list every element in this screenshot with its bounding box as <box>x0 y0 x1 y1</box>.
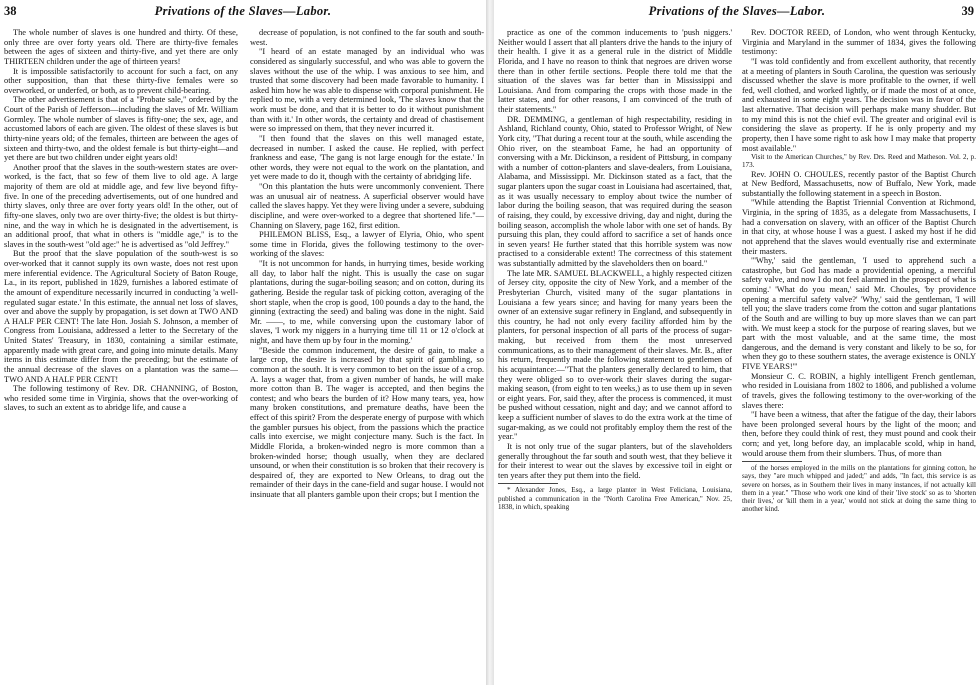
paragraph: Monsieur C. C. ROBIN, a highly intelligent French gentleman, who resided in Louisiana from 1802 to 1806, and published a volume of travels, gives the following testimony to the over-working of the slaves there: <box>742 371 976 410</box>
book-gutter <box>486 0 494 685</box>
footnote-rule <box>742 461 802 462</box>
page-number-left: 38 <box>4 4 17 18</box>
running-title-left: Privations of the Slaves—Labor. <box>154 4 332 18</box>
paragraph: PHILEMON BLISS, Esq., a lawyer of Elyria, Ohio, who spent some time in Florida, gives the following testimony to the over-working of the slaves: <box>250 230 484 259</box>
page-number-right: 39 <box>961 4 974 18</box>
paragraph: "Beside the common inducement, the desire of gain, to make a large crop, the desire is increased by that spirit of gambling, so common at the south. It is very common to bet on the issue of a crop. A. lays a wager that, from a given number of hands, he will make more cotton than B. The wager is accepted, and then begins the contest; and who bears the burden of it? How many tears, yea, how many broken constitutions, and premature deaths, have been the effect of this spirit? From the desperate energy of purpose with which the gambler pursues his object, from the passions which the practice calls into exercise, we might conjecture many. Such is the fact. In Middle Florida, a broken-winded negro is more common than a broken-winded horse; though usually, when they are declared unsound, or when their constitution is so broken that their recovery is despaired of, they are exported to New Orleans, to drag out the remainder of their days in the cane-field and sugar house. I would not insinuate that all planters gamble upon their crops; but I mention the <box>250 345 484 499</box>
paragraph: practice as one of the common inducements to 'push niggers.' Neither would I assert that all planters drive the hands to the injury of their health. I give it as a general rule in the district of Middle Florida, and I have no reason to think that negroes are driven worse there than in other fertile sections. People there told me that the situation of the slaves was far better than in Mississippi and Louisiana. And from comparing the crops with those made in the latter states, and for other reasons, I am convinced of the truth of their statements." <box>498 28 732 114</box>
paragraph: The following testimony of Rev. DR. CHANNING, of Boston, who resided some time in Virginia, shows that the over-working of slaves, to such an extent as to abridge life, and cause a <box>4 384 238 413</box>
paragraph: "I have been a witness, that after the fatigue of the day, their labors have been prolonged several hours by the light of the moon; and then, before they could think of rest, they must pound and cook their corn; and yet, long before day, an implacable scold, whip in hand, would arouse them from their slumbers. Thus, of more than <box>742 410 976 458</box>
paragraph: "I then found that the slaves on this well managed estate, decreased in number. I asked the cause. He replied, with perfect frankness and ease, 'The gang is not large enough for the estate.' In other words, they were not equal to the work on the plantation, and yet were made to do it, though with the certainty of abridging life. <box>250 133 484 182</box>
paragraph: "I heard of an estate managed by an individual who was considered as singularly successful, and who was able to govern the slaves without the use of the whip. I was anxious to see him, and trusted that some discovery had been made favorable to humanity. I asked him how he was able to dispense with corporal punishment. He replied to me, with a very determined look, 'The slaves know that the work must be done, and that it is better to do it without punishment than with it.' In other words, the certainty and dread of chastisement were so impressed on them, that they never incurred it. <box>250 47 484 134</box>
paragraph: "I was told confidently and from excellent authority, that recently at a meeting of planters in South Carolina, the question was seriously discussed whether the slave is more profitable to the owner, if well fed, well clothed, and worked lightly, or if made the most of at once, and exhausted in some eight years. The decision was in favor of the last alternative. That decision will perhaps make many shudder. But to my mind this is not the chief evil. The greater and original evil is considering the slave as property. If he is only property and my property, then I have some right to ask how I may make that property most available." <box>742 56 976 153</box>
left-page-column-1 <box>4 28 238 683</box>
paragraph: The other advertisement is that of a "Probate sale," ordered by the Court of the Parish of Jefferson—including the slaves of Mr. William Gormley. The whole number of slaves is fifty-one; the sex, age, and accustomed labors of each are given. The oldest of these slaves is but thirty-nine years old; of the females, thirteen are between the ages of sixteen and thirty-two, and the oldest female is but thirty-eight—and yet there are but two children under eight years old! <box>4 95 238 163</box>
footnote: * Alexander Jones, Esq., a large planter in West Feliciana, Louisiana, published a communication in the "North Carolina Free American," Nov. 25, 1838, in which, speaking <box>498 486 732 511</box>
paragraph: Another proof that the slaves in the south-western states are over-worked, is the fact, that so few of them live to old age. A large majority of them are old at middle age, and few live beyond fifty-five. In one of the preceding advertisements, out of one hundred and thirty slaves, only three are over forty years old! In the other, out of fifty-one slaves, only two are over thirty-five; the oldest is but thirty-nine, and the way in which he is designated in the advertisement, is an additional proof, that what in others is "middle age," is to the slaves in the south-west "old age:" he is advertised as "old Jeffrey." <box>4 162 238 249</box>
right-page-header <box>498 4 976 22</box>
left-page <box>0 0 486 685</box>
footnote-rule <box>498 483 558 484</box>
paragraph: "It is not uncommon for hands, in hurrying times, beside working all day, to labor half the night. This is usually the case on sugar plantations, during the sugar-boiling season; and on cotton, during its gathering. Beside the regular task of picking cotton, averaging of the short staple, when the crop is good, 100 pounds a day to the hand, the ginning (extracting the seed) and baling was done in the night. Said Mr. ——, to me, while conversing upon the customary labor of slaves, 'I work my niggers in a hurrying time till 11 or 12 o'clock at night, and have them up by four in the morning.' <box>250 259 484 345</box>
paragraph: Rev. JOHN O. CHOULES, recently pastor of the Baptist Church at New Bedford, Massachusetts, now of Buffalo, New York, made substantially the following statement in a speech in Boston. <box>742 169 976 198</box>
paragraph: The whole number of slaves is one hundred and thirty. Of these, only three are over forty years old. There are thirty-five females between the ages of sixteen and thirty-five, and yet there are only THIRTEEN children under the age of thirteen years! <box>4 28 238 66</box>
paragraph: "On this plantation the huts were uncommonly convenient. There was an unusual air of neatness. A superficial observer would have called the slaves happy. Yet they were living under a severe, subduing discipline, and were over-worked to a degree that shortened life."—Channing on Slavery, page 162, first edition. <box>250 182 484 230</box>
running-title-right: Privations of the Slaves—Labor. <box>648 4 826 18</box>
paragraph: It is not only true of the sugar planters, but of the slaveholders generally throughout the far south and south west, that they believe it for their interest to wear out the slaves by excessive toil in eight or ten years after they put them into the field. <box>498 441 732 480</box>
paragraph: "'Why,' said the gentleman, 'I used to apprehend such a catastrophe, but God has made a providential opening, a merciful safety valve, and now I do not feel alarmed in the prospect of what is coming.' 'What do you mean,' said Mr. Choules, 'by providence opening a merciful safety valve?' 'Why,' said the gentleman, 'I will tell you; the slave traders come from the cotton and sugar plantations of the South and are willing to buy up more slaves than we can part with. We must keep a stock for the purpose of rearing slaves, but we part with the most valuable, and at the same time, the most dangerous, and the demand is very constant and likely to be so, for when they go to these southern states, the average existence is ONLY FIVE YEARS!'" <box>742 256 976 372</box>
citation: Visit to the American Churches," by Rev. Drs. Reed and Matheson. Vol. 2, p. 173. <box>742 153 976 170</box>
paragraph: "While attending the Baptist Triennial Convention at Richmond, Virginia, in the spring of 1835, as a delegate from Massachusetts, I had a conversation on slavery, with an officer of the Baptist Church in that city, at whose house I was a guest. I asked my host if he did not apprehend that the slaves would eventually rise and exterminate their masters. <box>742 198 976 256</box>
paragraph: The late MR. SAMUEL BLACKWELL, a highly respected citizen of Jersey city, opposite the city of New York, and a member of the Presbyterian Church, visited many of the sugar plantations in Louisiana a few years since; and having for many years been the owner of an extensive sugar refinery in England, and subsequently in this country, he had not only every facility afforded him by the planters, for personal inspection of all parts of the process of sugar-making, but received from them the most unreserved communications, as to their management of their slaves. Mr. B., after his return, frequently made the following statement to gentlemen of his acquaintance:—"That the planters generally declared to him, that they were obliged so to over-work their slaves during the sugar-making season, (from eight to ten weeks,) as to use them up in seven or eight years. For, said they, after the process is commenced, it must be pushed without cessation, night and day; and we cannot afford to keep a sufficient number of slaves to do the extra work at the time of sugar-making, as we could not profitably employ them the rest of the year." <box>498 268 732 442</box>
right-page <box>494 0 980 685</box>
left-page-column-2 <box>250 28 484 683</box>
left-page-header <box>4 4 482 22</box>
paragraph: But the proof that the slave population of the south-west is so over-worked that it cannot supply its own waste, does not rest upon mere inferential evidence. The Agricultural Society of Baton Rouge, La., in its report, published in 1829, furnishes a labored estimate of the amount of expenditure necessarily incurred in conducting 'a well-regulated sugar estate.' In this estimate, the annual net loss of slaves, over and above the supply by propagation, is set down at TWO AND A HALF PER CENT! The late Hon. Josiah S. Johnson, a member of Congress from Louisiana, addressed a letter to the Secretary of the United States' Treasury, in 1830, containing a similar estimate, apparently made with great care, and going into minute details. Many items in this estimate differ from the preceding; but the estimate of the annual decrease of the slaves on a plantation was the same—TWO AND A HALF PER CENT! <box>4 249 238 384</box>
right-page-column-2 <box>742 28 976 683</box>
paragraph: decrease of population, is not confined to the far south and south-west. <box>250 28 484 47</box>
right-page-column-1 <box>498 28 732 683</box>
paragraph: It is impossible satisfactorily to account for such a fact, on any other supposition, than that these thirty-five females were so overworked, or underfed, or both, as to prevent child-bearing. <box>4 66 238 95</box>
paragraph: Rev. DOCTOR REED, of London, who went through Kentucky, Virginia and Maryland in the summer of 1834, gives the following testimony: <box>742 28 976 57</box>
footnote: of the horses employed in the mills on the plantations for ginning cotton, he says, they "are much whipped and jaded;" and adds, "In fact, this service is as severe on horses, as in Southern their lives in many instances, if not actually kill them in a year." "Those who work one kind of their 'live stock' so as to 'shorten their lives,' or 'kill them in a year,' would not stick at doing the same thing to another kind. <box>742 464 976 514</box>
paragraph: DR. DEMMING, a gentleman of high respectability, residing in Ashland, Richland county, Ohio, stated to Professor Wright, of New York city, "That during a recent tour at the south, while ascending the Ohio river, on the steamboat Fame, he had an opportunity of conversing with a Mr. Dickinson, a resident of Pittsburg, in company with a number of cotton-planters and slave-dealers, from Louisiana, Alabama, and Mississippi. Mr. Dickinson stated as a fact, that the sugar planters upon the sugar coast in Louisiana had ascertained, that, as it was usually necessary to employ about twice the number of labor during the boiling season, that was required during the season of raising, they could, by excessive driving, day and night, during the boiling season, accomplish the whole labor with one set of hands. By pursuing this plan, they could afford to sacrifice a set of hands once in seven years! He further stated that this horrible system was now practised to a considerable extent! The correctness of this statement was substantially admitted by the slaveholders then on board." <box>498 114 732 268</box>
